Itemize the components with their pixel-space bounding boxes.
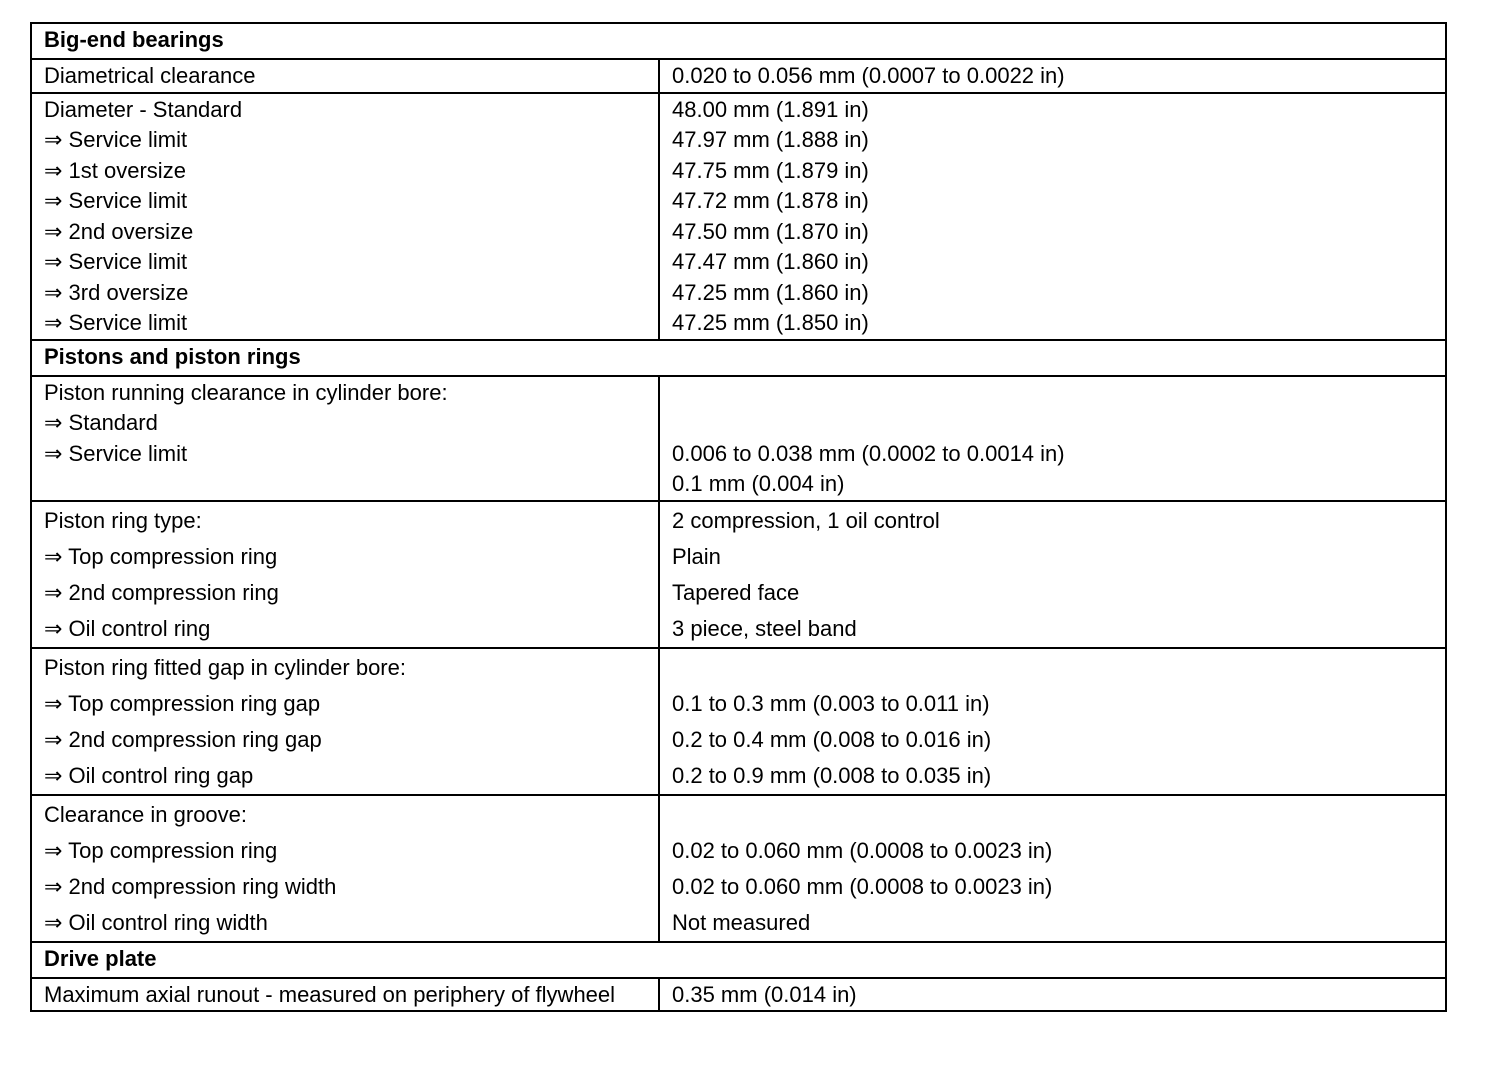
section-title-pistons: Pistons and piston rings	[31, 340, 1446, 376]
spec-table	[30, 22, 1447, 1012]
label-line: ⇒ Oil control ring width	[44, 909, 268, 935]
value-cell	[659, 795, 1446, 942]
label-line: ⇒ 2nd compression ring	[44, 579, 279, 605]
table-row	[31, 978, 1446, 1012]
value-line: 47.97 mm (1.888 in)	[672, 127, 869, 152]
label-line: ⇒ 2nd compression ring width	[44, 873, 337, 899]
label-line: Diametrical clearance	[44, 63, 256, 88]
label-line: Piston ring type:	[44, 507, 202, 533]
value-line: 0.020 to 0.056 mm (0.0007 to 0.0022 in)	[672, 63, 1065, 88]
value-line: Plain	[672, 543, 721, 569]
value-cell	[659, 376, 1446, 501]
label-line: ⇒ Top compression ring	[44, 837, 278, 863]
label-cell	[31, 59, 659, 93]
label-cell	[31, 795, 659, 942]
value-line: 47.25 mm (1.850 in)	[672, 310, 869, 335]
value-line: Not measured	[672, 909, 811, 935]
value-line: 2 compression, 1 oil control	[672, 507, 940, 533]
label-line: Maximum axial runout - measured on periphery of flywheel	[44, 981, 616, 1007]
table-row	[31, 795, 1446, 942]
label-line: ⇒ Service limit	[44, 188, 188, 213]
value-line	[672, 378, 1437, 409]
table-row	[31, 501, 1446, 648]
label-line: ⇒ 2nd compression ring gap	[44, 726, 322, 752]
label-line: ⇒ Service limit	[44, 127, 188, 152]
table-row	[31, 376, 1446, 501]
label-line: Clearance in groove:	[44, 801, 248, 827]
label-cell	[31, 376, 659, 501]
value-line: 0.35 mm (0.014 in)	[672, 981, 857, 1007]
value-line	[672, 650, 1437, 686]
label-line: ⇒ Oil control ring gap	[44, 762, 254, 788]
label-cell	[31, 501, 659, 648]
section-header-row	[31, 340, 1446, 376]
label-line: ⇒ Top compression ring gap	[44, 690, 321, 716]
label-line: ⇒ Service limit	[44, 310, 188, 335]
label-line: ⇒ 2nd oversize	[44, 218, 194, 244]
value-line: 0.02 to 0.060 mm (0.0008 to 0.0023 in)	[672, 837, 1053, 863]
value-line: 47.75 mm (1.879 in)	[672, 157, 869, 183]
table-row	[31, 93, 1446, 340]
value-line: 47.25 mm (1.860 in)	[672, 279, 869, 305]
label-line: ⇒ Service limit	[44, 440, 188, 466]
label-line: ⇒ 3rd oversize	[44, 279, 189, 305]
value-line: 3 piece, steel band	[672, 615, 857, 641]
value-line: 0.006 to 0.038 mm (0.0002 to 0.0014 in)	[672, 440, 1065, 466]
label-line: ⇒ Standard	[44, 410, 158, 435]
label-line: Piston ring fitted gap in cylinder bore:	[44, 654, 406, 680]
label-cell	[31, 978, 659, 1012]
section-header-row	[31, 942, 1446, 978]
value-line: 47.47 mm (1.860 in)	[672, 249, 869, 274]
value-line: Tapered face	[672, 579, 800, 605]
value-line	[672, 408, 1437, 439]
section-title-drive-plate: Drive plate	[31, 942, 1446, 978]
value-cell	[659, 59, 1446, 93]
value-line: 0.1 to 0.3 mm (0.003 to 0.011 in)	[672, 690, 990, 716]
value-line: 0.02 to 0.060 mm (0.0008 to 0.0023 in)	[672, 873, 1053, 899]
label-line: ⇒ Top compression ring	[44, 543, 278, 569]
label-cell	[31, 93, 659, 340]
label-line: ⇒ Service limit	[44, 249, 188, 274]
label-line: ⇒ Oil control ring	[44, 615, 211, 641]
label-cell	[31, 648, 659, 795]
value-line: 48.00 mm (1.891 in)	[672, 96, 869, 122]
value-line: 0.2 to 0.4 mm (0.008 to 0.016 in)	[672, 726, 992, 752]
value-line	[672, 797, 1437, 833]
value-line: 47.72 mm (1.878 in)	[672, 188, 869, 213]
value-line: 0.1 mm (0.004 in)	[672, 471, 845, 496]
table-row	[31, 648, 1446, 795]
value-line: 0.2 to 0.9 mm (0.008 to 0.035 in)	[672, 762, 992, 788]
value-line: 47.50 mm (1.870 in)	[672, 218, 869, 244]
table-row	[31, 59, 1446, 93]
value-cell	[659, 978, 1446, 1012]
label-line: ⇒ 1st oversize	[44, 157, 186, 183]
label-line	[44, 469, 650, 500]
label-line: Piston running clearance in cylinder bore:	[44, 379, 448, 405]
value-cell	[659, 648, 1446, 795]
section-header-row	[31, 23, 1446, 59]
section-title-big-end: Big-end bearings	[31, 23, 1446, 59]
value-cell	[659, 501, 1446, 648]
label-line: Diameter - Standard	[44, 96, 243, 122]
value-cell	[659, 93, 1446, 340]
